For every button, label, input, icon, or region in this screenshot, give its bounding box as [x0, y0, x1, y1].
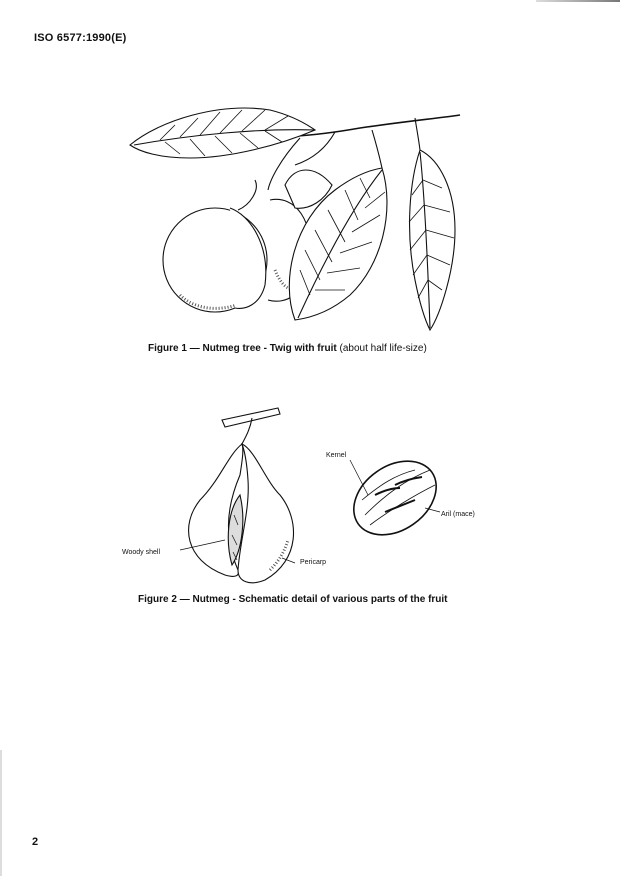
- figure-2-caption: [138, 594, 448, 605]
- nutmeg-twig-illustration: [120, 90, 480, 335]
- figure-1-note: (about half life-size): [339, 343, 427, 354]
- figure-1-number: Figure 1: [148, 343, 187, 354]
- page-edge-line: [536, 0, 620, 2]
- figure-1-title: Nutmeg tree - Twig with fruit: [202, 343, 337, 354]
- nutmeg-fruit-schematic: [170, 400, 470, 585]
- pericarp-label: Pericarp: [300, 559, 327, 566]
- aril-label: Aril (mace): [441, 511, 475, 518]
- figure-2-title: Nutmeg - Schematic detail of various parts of the fruit: [192, 594, 448, 605]
- figure-2-dash: —: [179, 594, 190, 605]
- figure-1-caption: [148, 343, 427, 354]
- kernel-label: Kernel: [326, 452, 347, 459]
- woody-shell-label: Woody shell: [122, 549, 161, 556]
- document-header: ISO 6577:1990(E): [34, 32, 127, 44]
- figure-1-dash: —: [189, 343, 200, 354]
- scan-edge-shadow: [0, 750, 2, 876]
- figure-2-number: Figure 2: [138, 594, 177, 605]
- page-number: 2: [32, 836, 39, 848]
